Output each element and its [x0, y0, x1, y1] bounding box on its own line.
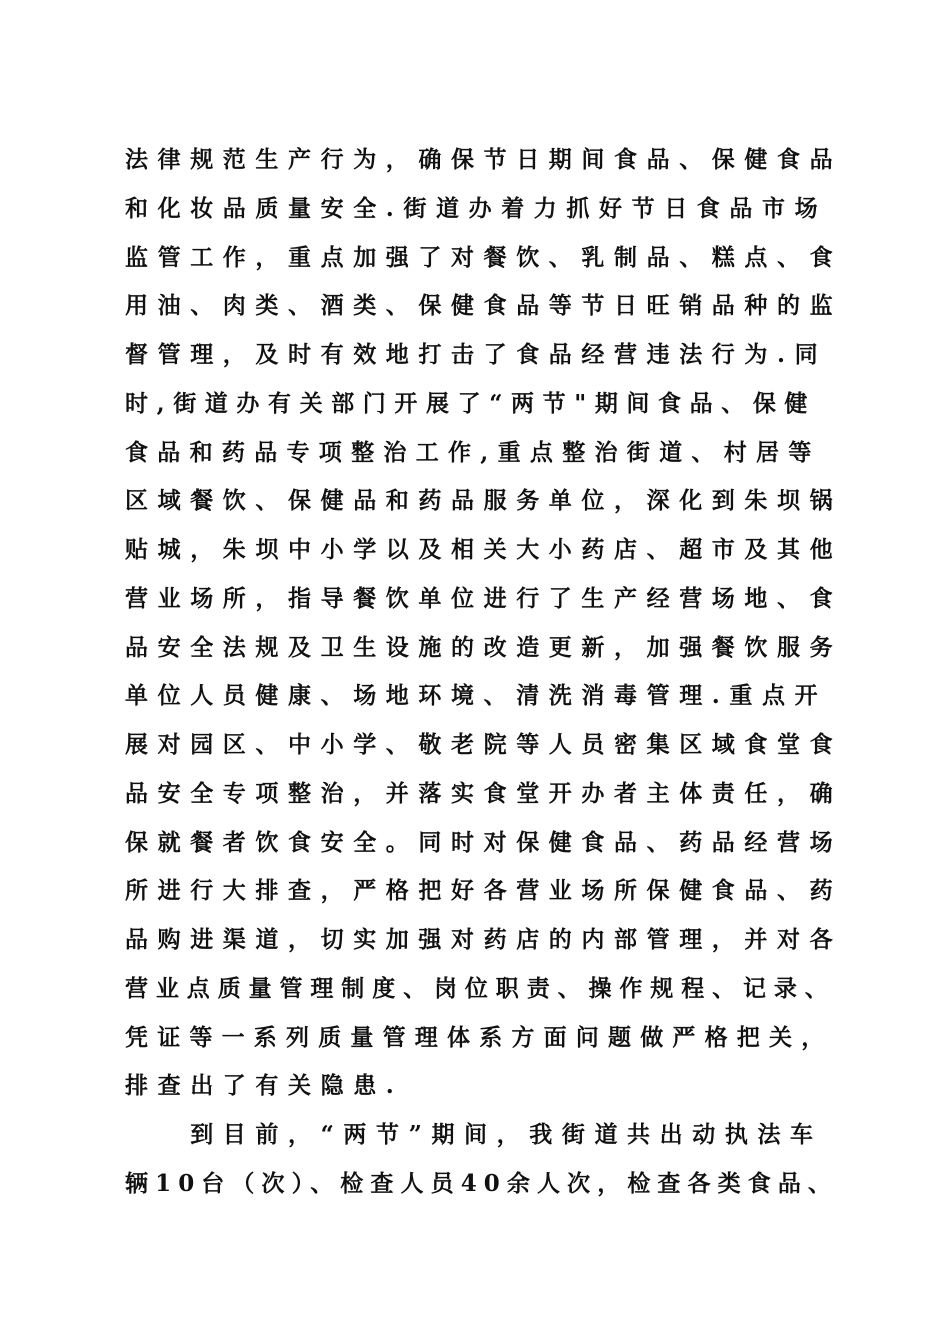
text-line: 所进行大排查，严格把好各营业场所保健食品、药 — [125, 877, 843, 905]
text-line: 排查出了有关隐患. — [125, 1072, 404, 1100]
text-line: 品安全法规及卫生设施的改造更新，加强餐饮服务 — [125, 633, 843, 661]
text-line: 单位人员健康、场地环境、清洗消毒管理.重点开 — [125, 682, 828, 710]
text-line: 营业场所，指导餐饮单位进行了生产经营场地、食 — [125, 584, 843, 612]
text-line: 营业点质量管理制度、岗位职责、操作规程、记录、 — [125, 974, 836, 1002]
text-line: 展对园区、中小学、敬老院等人员密集区域食堂食 — [125, 731, 843, 758]
text-line: 品安全专项整治，并落实食堂开办者主体责任，确 — [125, 779, 843, 807]
text-line: 监管工作，重点加强了对餐饮、乳制品、糕点、食 — [125, 243, 843, 271]
text-line: 和化妆品质量安全.街道办着力抓好节日食品市场 — [125, 194, 828, 222]
text-line: 品购进渠道，切实加强对药店的内部管理，并对各 — [125, 926, 843, 953]
text-line: 用油、肉类、酒类、保健食品等节日旺销品种的监 — [125, 292, 843, 320]
body-text — [125, 136, 845, 1209]
text-line: 凭证等一系列质量管理体系方面问题做严格把关， — [125, 1023, 834, 1051]
text-line: 到目前，“两节”期间，我街道共出动执法车 — [125, 1121, 823, 1148]
text-line: 法律规范生产行为，确保节日期间食品、保健食品 — [125, 146, 843, 173]
text-line: 督管理，及时有效地打击了食品经营违法行为.同 — [125, 341, 828, 368]
text-line: 时,街道办有关部门开展了“两节"期间食品、保健 — [125, 389, 817, 417]
text-line: 贴城，朱坝中小学以及相关大小药店、超市及其他 — [125, 536, 843, 563]
text-line: 区域餐饮、保健品和药品服务单位，深化到朱坝锅 — [125, 487, 843, 515]
text-line: 保就餐者饮食安全。同时对保健食品、药品经营场 — [125, 828, 843, 856]
text-line: 辆10台（次）、检查人员40余人次，检查各类食品、 — [125, 1169, 839, 1197]
text-line: 食品和药品专项整治工作,重点整治街道、村居等 — [125, 438, 821, 466]
